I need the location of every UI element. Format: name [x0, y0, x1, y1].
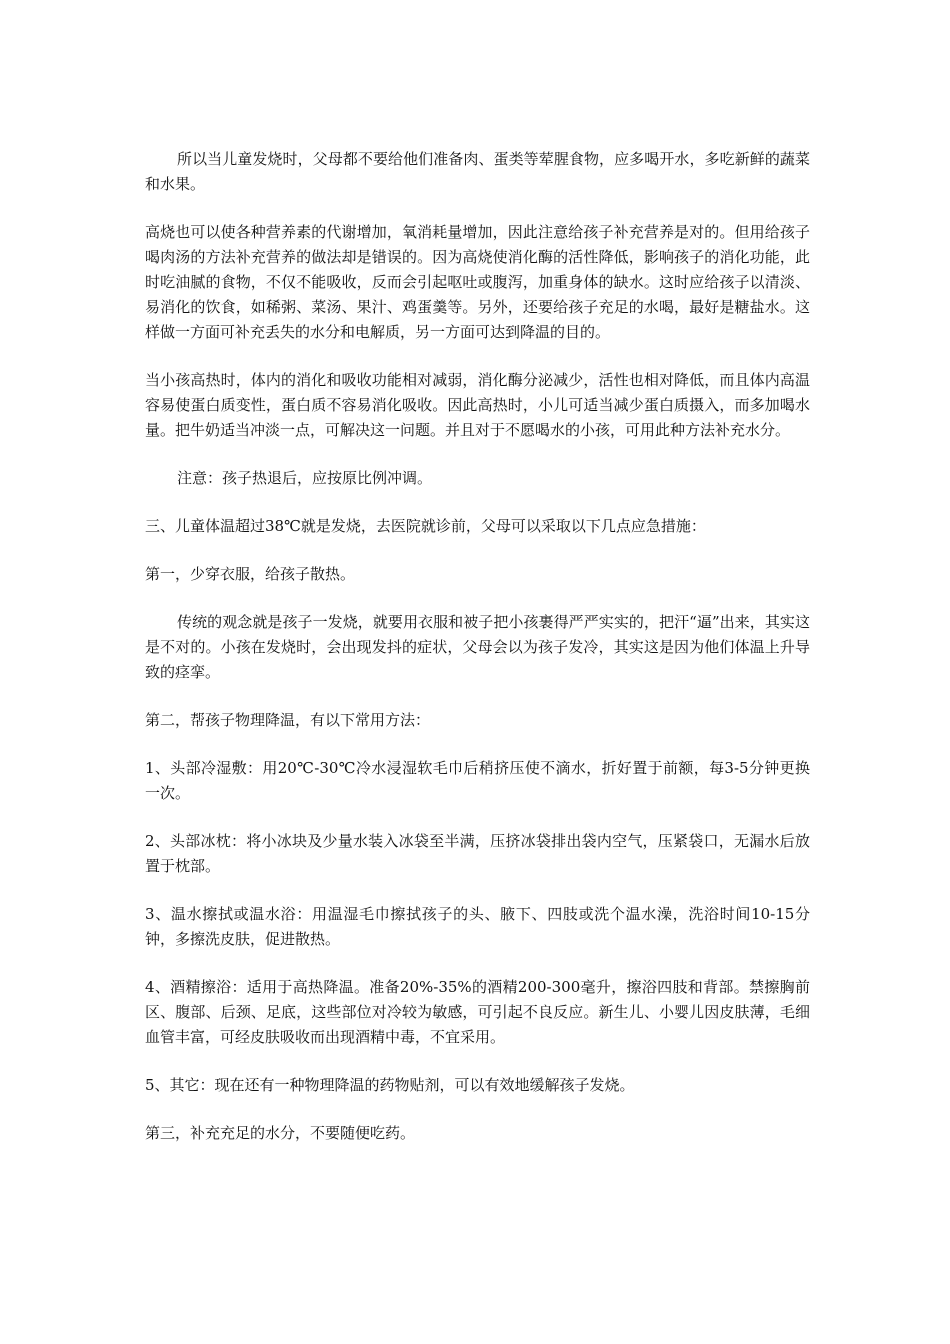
list-item-ice-pillow: 2、头部冰枕：将小冰块及少量水装入冰袋至半满，压挤冰袋排出袋内空气，压紧袋口，无漏水后放置于枕部。 [145, 832, 810, 875]
step-one-heading: 第一，少穿衣服，给孩子散热。 [145, 565, 356, 583]
step-three-heading: 第三，补充充足的水分，不要随便吃药。 [145, 1124, 416, 1142]
paragraph-traditional-view: 传统的观念就是孩子一发烧，就要用衣服和被子把小孩裹得严严实实的，把汗“逼”出来，其实这是不对的。小孩在发烧时，会出现发抖的症状，父母会以为孩子发冷，其实这是因为他们体温上升导致的痉挛。 [145, 613, 810, 681]
document-body [145, 147, 810, 1169]
paragraph-protein: 当小孩高热时，体内的消化和吸收功能相对减弱，消化酶分泌减少，活性也相对降低，而且体内高温容易使蛋白质变性，蛋白质不容易消化吸收。因此高热时，小儿可适当减少蛋白质摄入，而多加喝水量。把牛奶适当冲淡一点，可解决这一问题。并且对于不愿喝水的小孩，可用此种方法补充水分。 [145, 371, 810, 439]
list-item-warm-water-bath: 3、温水擦拭或温水浴：用温湿毛巾擦拭孩子的头、腋下、四肢或洗个温水澡，洗浴时间10-15分钟，多擦洗皮肤，促进散热。 [145, 905, 810, 948]
paragraph-nutrition: 高烧也可以使各种营养素的代谢增加，氧消耗量增加，因此注意给孩子补充营养是对的。但用给孩子喝肉汤的方法补充营养的做法却是错误的。因为高烧使消化酶的活性降低，影响孩子的消化功能，此时吃油腻的食物，不仅不能吸收，反而会引起呕吐或腹泻，加重身体的缺水。这时应给孩子以清淡、易消化的饮食，如稀粥、菜汤、果汁、鸡蛋羹等。另外，还要给孩子充足的水喝，最好是糖盐水。这样做一方面可补充丢失的水分和电解质，另一方面可达到降温的目的。 [145, 223, 810, 341]
paragraph-note: 注意：孩子热退后，应按原比例冲调。 [177, 469, 433, 487]
section-heading-emergency-measures: 三、儿童体温超过38℃就是发烧，去医院就诊前，父母可以采取以下几点应急措施： [145, 517, 706, 535]
list-item-alcohol-rub: 4、酒精擦浴：适用于高热降温。准备20%-35%的酒精200-300毫升，擦浴四肢和背部。禁擦胸前区、腹部、后颈、足底，这些部位对冷较为敏感，可引起不良反应。新生儿、小婴儿因皮肤薄，毛细血管丰富，可经皮肤吸收而出现酒精中毒，不宜采用。 [145, 978, 810, 1046]
paragraph-diet-advice: 所以当儿童发烧时，父母都不要给他们准备肉、蛋类等荤腥食物，应多喝开水，多吃新鲜的蔬菜和水果。 [145, 150, 810, 193]
list-item-cold-compress: 1、头部冷湿敷：用20℃-30℃冷水浸湿软毛巾后稍挤压使不滴水，折好置于前额，每3-5分钟更换一次。 [145, 759, 810, 802]
step-two-heading: 第二，帮孩子物理降温，有以下常用方法： [145, 711, 431, 729]
list-item-other: 5、其它：现在还有一种物理降温的药物贴剂，可以有效地缓解孩子发烧。 [145, 1076, 635, 1094]
